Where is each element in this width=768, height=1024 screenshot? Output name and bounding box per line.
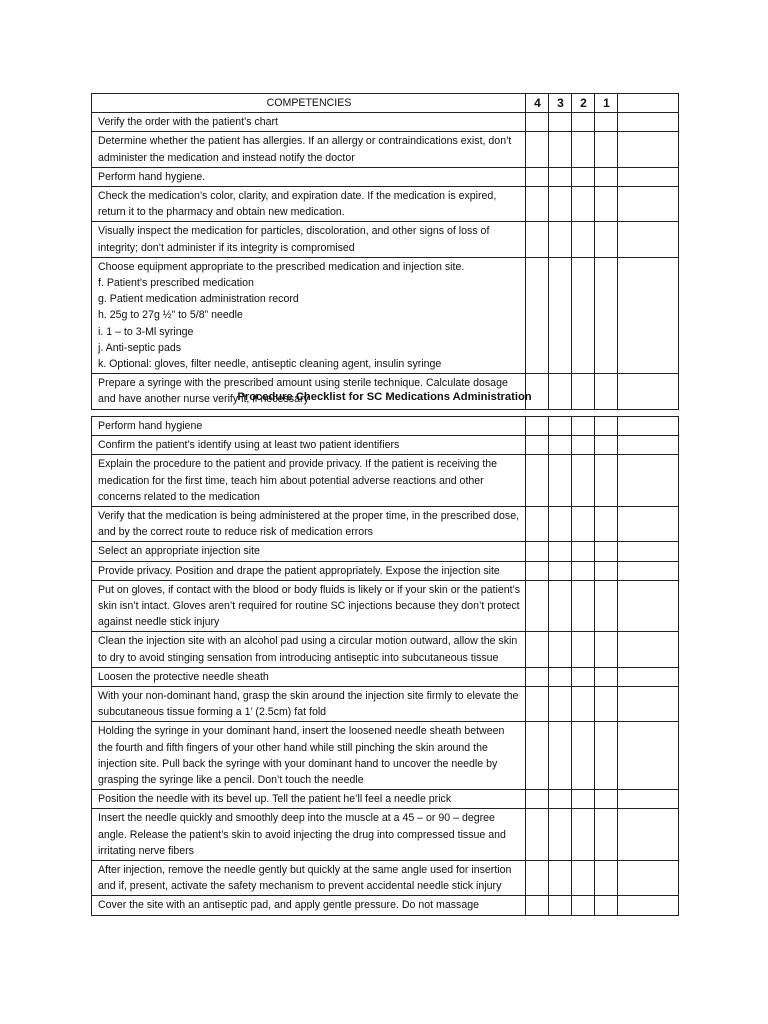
score-2-cell[interactable] bbox=[572, 257, 595, 373]
competency-row bbox=[92, 187, 679, 222]
score-1-cell[interactable] bbox=[595, 187, 618, 222]
score-4-cell[interactable] bbox=[526, 507, 549, 542]
remarks-cell[interactable] bbox=[618, 687, 679, 722]
score-1-cell[interactable] bbox=[595, 113, 618, 132]
remarks-cell[interactable] bbox=[618, 167, 679, 186]
score-1-header: 1 bbox=[595, 94, 618, 113]
remarks-cell[interactable] bbox=[618, 861, 679, 896]
remarks-cell[interactable] bbox=[618, 632, 679, 667]
score-4-cell[interactable] bbox=[526, 896, 549, 915]
score-1-cell[interactable] bbox=[595, 257, 618, 373]
remarks-cell[interactable] bbox=[618, 507, 679, 542]
score-3-cell[interactable] bbox=[549, 580, 572, 632]
score-3-cell[interactable] bbox=[549, 896, 572, 915]
score-1-cell[interactable] bbox=[595, 436, 618, 455]
score-4-cell[interactable] bbox=[526, 809, 549, 861]
score-3-cell[interactable] bbox=[549, 417, 572, 436]
score-1-cell[interactable] bbox=[595, 222, 618, 257]
score-3-cell[interactable] bbox=[549, 436, 572, 455]
score-4-cell[interactable] bbox=[526, 132, 549, 167]
procedure-step-row bbox=[92, 580, 679, 632]
procedure-checklist-table bbox=[91, 416, 679, 916]
procedure-step-row bbox=[92, 417, 679, 436]
competency-text: Determine whether the patient has allergies. If an allergy or contraindications exist, don’t administer the medication and instead notify the doctor bbox=[92, 132, 526, 167]
competency-row bbox=[92, 167, 679, 186]
score-1-cell[interactable] bbox=[595, 861, 618, 896]
score-3-cell[interactable] bbox=[549, 687, 572, 722]
score-4-cell[interactable] bbox=[526, 187, 549, 222]
procedure-step-text: Confirm the patient’s identify using at least two patient identifiers bbox=[92, 436, 526, 455]
score-2-cell[interactable] bbox=[572, 667, 595, 686]
score-1-cell[interactable] bbox=[595, 687, 618, 722]
score-4-cell[interactable] bbox=[526, 436, 549, 455]
remarks-cell[interactable] bbox=[618, 436, 679, 455]
score-1-cell[interactable] bbox=[595, 507, 618, 542]
competencies-header-row bbox=[92, 94, 679, 113]
extra-header bbox=[618, 94, 679, 113]
score-2-cell[interactable] bbox=[572, 896, 595, 915]
score-1-cell[interactable] bbox=[595, 722, 618, 790]
score-2-cell[interactable] bbox=[572, 542, 595, 561]
procedure-step-text: Cover the site with an antiseptic pad, and apply gentle pressure. Do not massage bbox=[92, 896, 526, 915]
procedure-step-row bbox=[92, 632, 679, 667]
score-1-cell[interactable] bbox=[595, 580, 618, 632]
score-2-cell[interactable] bbox=[572, 455, 595, 507]
score-2-cell[interactable] bbox=[572, 722, 595, 790]
score-1-cell[interactable] bbox=[595, 167, 618, 186]
score-1-cell[interactable] bbox=[595, 896, 618, 915]
remarks-cell[interactable] bbox=[618, 455, 679, 507]
score-3-cell[interactable] bbox=[549, 561, 572, 580]
procedure-step-row bbox=[92, 667, 679, 686]
competency-row bbox=[92, 222, 679, 257]
procedure-step-text: Put on gloves, if contact with the blood or body fluids is likely or if your skin or the patient’s skin isn’t intact. Gloves aren’t required for routine SC injections because they don’t protect against needle stick injury bbox=[92, 580, 526, 632]
score-4-cell[interactable] bbox=[526, 167, 549, 186]
score-3-cell[interactable] bbox=[549, 187, 572, 222]
remarks-cell[interactable] bbox=[618, 896, 679, 915]
score-3-cell[interactable] bbox=[549, 507, 572, 542]
score-1-cell[interactable] bbox=[595, 542, 618, 561]
score-4-cell[interactable] bbox=[526, 632, 549, 667]
score-3-cell[interactable] bbox=[549, 257, 572, 373]
score-2-header: 2 bbox=[572, 94, 595, 113]
procedure-step-text: Insert the needle quickly and smoothly deep into the muscle at a 45 – or 90 – degree angle. Release the patient’s skin to avoid injecting the drug into compressed tissue and irritating nerve fibers bbox=[92, 809, 526, 861]
score-4-cell[interactable] bbox=[526, 222, 549, 257]
remarks-cell[interactable] bbox=[618, 722, 679, 790]
score-2-cell[interactable] bbox=[572, 561, 595, 580]
competency-row bbox=[92, 113, 679, 132]
remarks-cell[interactable] bbox=[618, 222, 679, 257]
procedure-step-text: Clean the injection site with an alcohol pad using a circular motion outward, allow the skin to dry to avoid stinging sensation from introducing antiseptic into subcutaneous tissue bbox=[92, 632, 526, 667]
competency-row bbox=[92, 257, 679, 373]
procedure-step-text: Position the needle with its bevel up. Tell the patient he’ll feel a needle prick bbox=[92, 790, 526, 809]
procedure-step-row bbox=[92, 542, 679, 561]
procedure-step-row bbox=[92, 790, 679, 809]
score-2-cell[interactable] bbox=[572, 417, 595, 436]
score-2-cell[interactable] bbox=[572, 436, 595, 455]
competency-text: Visually inspect the medication for particles, discoloration, and other signs of loss of integrity; don’t administer if its integrity is compromised bbox=[92, 222, 526, 257]
procedure-step-text: Explain the procedure to the patient and provide privacy. If the patient is receiving the medication for the first time, teach him about potential adverse reactions and other concerns related to the medication bbox=[92, 455, 526, 507]
score-4-cell[interactable] bbox=[526, 113, 549, 132]
procedure-step-text: Provide privacy. Position and drape the patient appropriately. Expose the injection site bbox=[92, 561, 526, 580]
competency-row bbox=[92, 132, 679, 167]
score-3-cell[interactable] bbox=[549, 542, 572, 561]
score-1-cell[interactable] bbox=[595, 417, 618, 436]
score-2-cell[interactable] bbox=[572, 187, 595, 222]
score-3-cell[interactable] bbox=[549, 455, 572, 507]
remarks-cell[interactable] bbox=[618, 667, 679, 686]
score-3-cell[interactable] bbox=[549, 722, 572, 790]
procedure-step-row bbox=[92, 809, 679, 861]
score-2-cell[interactable] bbox=[572, 632, 595, 667]
procedure-step-text: After injection, remove the needle gently but quickly at the same angle used for insertion and if, present, activate the safety mechanism to prevent accidental needle stick injury bbox=[92, 861, 526, 896]
score-2-cell[interactable] bbox=[572, 861, 595, 896]
score-1-cell[interactable] bbox=[595, 809, 618, 861]
remarks-cell[interactable] bbox=[618, 580, 679, 632]
score-2-cell[interactable] bbox=[572, 167, 595, 186]
score-2-cell[interactable] bbox=[572, 687, 595, 722]
score-1-cell[interactable] bbox=[595, 790, 618, 809]
procedure-step-text: Verify that the medication is being administered at the proper time, in the prescribed dose, and by the correct route to reduce risk of medication errors bbox=[92, 507, 526, 542]
score-3-cell[interactable] bbox=[549, 167, 572, 186]
procedure-step-text: Perform hand hygiene bbox=[92, 417, 526, 436]
competency-text: Prepare a syringe with the prescribed amount using sterile technique. Calculate dosage and have another nurse verify it, if necessary bbox=[92, 374, 526, 409]
remarks-cell[interactable] bbox=[618, 809, 679, 861]
remarks-cell[interactable] bbox=[618, 790, 679, 809]
score-2-cell[interactable] bbox=[572, 580, 595, 632]
score-4-cell[interactable] bbox=[526, 542, 549, 561]
remarks-cell[interactable] bbox=[618, 257, 679, 373]
score-4-cell[interactable] bbox=[526, 561, 549, 580]
score-4-cell[interactable] bbox=[526, 790, 549, 809]
remarks-cell[interactable] bbox=[618, 417, 679, 436]
competencies-table bbox=[91, 93, 679, 410]
score-4-cell[interactable] bbox=[526, 257, 549, 373]
score-3-header: 3 bbox=[549, 94, 572, 113]
score-2-cell[interactable] bbox=[572, 222, 595, 257]
procedure-step-text: With your non-dominant hand, grasp the skin around the injection site firmly to elevate the subcutaneous tissue forming a 1’ (2.5cm) fat fold bbox=[92, 687, 526, 722]
score-1-cell[interactable] bbox=[595, 561, 618, 580]
score-3-cell[interactable] bbox=[549, 667, 572, 686]
competency-text: Check the medication’s color, clarity, and expiration date. If the medication is expired, return it to the pharmacy and obtain new medication. bbox=[92, 187, 526, 222]
score-3-cell[interactable] bbox=[549, 861, 572, 896]
score-3-cell[interactable] bbox=[549, 632, 572, 667]
score-2-cell[interactable] bbox=[572, 507, 595, 542]
score-3-cell[interactable] bbox=[549, 113, 572, 132]
score-1-cell[interactable] bbox=[595, 667, 618, 686]
competency-text: Choose equipment appropriate to the prescribed medication and injection site. f. Patient’s prescribed medication g. Patient medication administration record h. 25g to 27g ½” to 5/8” needle i. 1 – to 3-Ml syringe j. Anti-septic pads k. Optional: gloves, filter needle, antiseptic cleaning agent, insulin syringe bbox=[92, 257, 526, 373]
score-2-cell[interactable] bbox=[572, 809, 595, 861]
score-3-cell[interactable] bbox=[549, 809, 572, 861]
score-2-cell[interactable] bbox=[572, 790, 595, 809]
procedure-step-text: Select an appropriate injection site bbox=[92, 542, 526, 561]
procedure-step-text: Loosen the protective needle sheath bbox=[92, 667, 526, 686]
score-4-cell[interactable] bbox=[526, 722, 549, 790]
score-2-cell[interactable] bbox=[572, 113, 595, 132]
score-1-cell[interactable] bbox=[595, 632, 618, 667]
remarks-cell[interactable] bbox=[618, 187, 679, 222]
procedure-step-row bbox=[92, 861, 679, 896]
score-3-cell[interactable] bbox=[549, 222, 572, 257]
section-title: Procedure Checklist for SC Medications Administration bbox=[237, 391, 532, 403]
procedure-step-row bbox=[92, 722, 679, 790]
score-3-cell[interactable] bbox=[549, 132, 572, 167]
score-4-cell[interactable] bbox=[526, 687, 549, 722]
score-1-cell[interactable] bbox=[595, 455, 618, 507]
procedure-step-row bbox=[92, 507, 679, 542]
remarks-cell[interactable] bbox=[618, 561, 679, 580]
score-2-cell[interactable] bbox=[572, 132, 595, 167]
procedure-step-row bbox=[92, 455, 679, 507]
competencies-header: COMPETENCIES bbox=[92, 94, 526, 113]
score-3-cell[interactable] bbox=[549, 790, 572, 809]
score-4-cell[interactable] bbox=[526, 580, 549, 632]
remarks-cell[interactable] bbox=[618, 542, 679, 561]
procedure-step-row bbox=[92, 436, 679, 455]
score-4-header: 4 bbox=[526, 94, 549, 113]
competency-text: Verify the order with the patient’s chart bbox=[92, 113, 526, 132]
score-4-cell[interactable] bbox=[526, 861, 549, 896]
score-4-cell[interactable] bbox=[526, 455, 549, 507]
remarks-cell[interactable] bbox=[618, 113, 679, 132]
remarks-cell[interactable] bbox=[618, 132, 679, 167]
procedure-step-row bbox=[92, 561, 679, 580]
procedure-step-row bbox=[92, 687, 679, 722]
procedure-step-row bbox=[92, 896, 679, 915]
score-1-cell[interactable] bbox=[595, 132, 618, 167]
procedure-step-text: Holding the syringe in your dominant hand, insert the loosened needle sheath between the fourth and fifth fingers of your other hand while still pinching the skin around the injection site. Pull back the syringe with your dominant hand to uncover the needle by grasping the syringe like a pencil. Don’t touch the needle bbox=[92, 722, 526, 790]
score-4-cell[interactable] bbox=[526, 667, 549, 686]
competency-text: Perform hand hygiene. bbox=[92, 167, 526, 186]
score-4-cell[interactable] bbox=[526, 417, 549, 436]
